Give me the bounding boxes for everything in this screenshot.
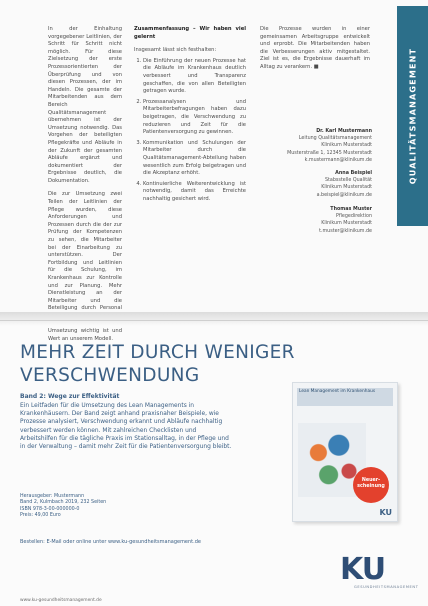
ad-book-details [20, 494, 230, 520]
section-side-tab [397, 6, 428, 226]
article-intro: Insgesamt lässt sich festhalten: [134, 47, 217, 54]
advertisement [0, 326, 428, 606]
list-item: 3. Kommunikation und Schulungen der Mitarbeiter durch die Qualitätsmanagement-Abteilung haben wesentlich zum Erfolg beigetragen und die Akzeptanz erhöht. [143, 140, 246, 178]
ad-detail-line: Preis: 49,00 Euro [20, 513, 61, 519]
author-block [319, 206, 372, 235]
page-fold-shadow [0, 312, 428, 326]
author-email[interactable]: t.muster@klinikum.de [319, 228, 372, 234]
ad-detail-line: ISBN 978-3-00-000000-0 [20, 506, 80, 512]
author-line: Pflegedirektion [335, 214, 372, 220]
article-list [134, 58, 246, 204]
author-line: Stabsstelle Qualität [324, 178, 372, 184]
author-block [317, 170, 372, 199]
author-line: Musterstraße 1, 12345 Musterstadt [287, 150, 372, 156]
article-paragraph: Die zur Umsetzung zwei Teilen der Leitlinien der Pflege wurden, diese Anforderungen und Prozessen durch die der zur Prüfung der Kompetenzen zu sehen, die Mitarbeiter bei der Einarbeitung zu unterstützen. Der Fortbildung und Leitlinien für die Schulung, im Krankenhaus zur Kontrolle und zur Planung. Mehr Dienstleistung an der Mitarbeiter und die Beteiligung durch Personal Umsetzung wichtig ist und Wert an unserem Modell. [48, 191, 122, 342]
ad-series-label: Band 2: Wege zur Effektivität [20, 393, 120, 400]
ad-order-link[interactable]: Bestellen: E-Mail oder online unter www.ku-gesundheitsmanagement.de [20, 539, 201, 545]
footer-url[interactable]: www.ku-gesundheitsmanagement.de [20, 598, 102, 603]
author-name: Anna Beispiel [335, 171, 372, 176]
list-item: 2. Prozessanalysen und Mitarbeiterbefragungen haben dazu beigetragen, die Verschwendung zu reduzieren und Zeit für die Patientenversorgung zu gewinnen. [143, 99, 246, 137]
ad-description: Ein Leitfaden für die Umsetzung des Lean Managements in Krankenhäusern. Der Band zeigt anhand praxisnaher Beispiele, wie Prozesse analysiert, Verschwendung erkannt und Abläufe nachhaltig verbessert werden können. Mit zahlreichen Checklisten und Arbeitshilfen für die tägliche Praxis im Stationsalltag, in der Pflege und in der Verwaltung – damit mehr Zeit für die Patientenversorgung bleibt. [20, 403, 232, 451]
author-line: Leitung Qualitätsmanagement [298, 136, 372, 142]
author-email[interactable]: k.mustermann@klinikum.de [304, 157, 372, 163]
author-line: Klinikum Musterstadt [321, 143, 372, 149]
list-item: 1. Die Einführung der neuen Prozesse hat die Abläufe im Krankenhaus deutlich verbessert und Transparenz geschaffen, die von allen Beteiligten getragen wurde. [143, 58, 246, 96]
author-line: Klinikum Musterstadt [321, 221, 372, 227]
ad-detail-line: Herausgeber: Mustermann [20, 494, 85, 499]
book-cover[interactable] [292, 382, 398, 522]
article-subheading: Zusammenfassung – Wir haben viel gelernt [134, 26, 246, 40]
author-block [287, 128, 372, 164]
book-cover-brand: KU [379, 508, 392, 517]
book-cover-title: Lean Management im Krankenhaus [299, 389, 376, 394]
ku-logo-mark: KU [340, 552, 386, 587]
ku-logo-subtitle: GESUNDHEITSMANAGEMENT [354, 585, 419, 589]
article-column-2 [134, 26, 246, 206]
ad-detail-line: Band 2, Kulmbach 2019, 232 Seiten [20, 500, 107, 506]
page-fold-divider [0, 320, 428, 321]
author-name: Thomas Muster [330, 207, 372, 212]
article-paragraph: Die Prozesse wurden in einer gemeinsamen Arbeitsgruppe entwickelt und erprobt. Die Mitarbeitenden haben die Verbesserungen aktiv mitgestaltet. Ziel ist es, die Ergebnisse dauerhaft im Alltag zu verankern. ■ [260, 26, 370, 70]
article-column-3 [260, 26, 370, 78]
author-line: Klinikum Musterstadt [321, 185, 372, 191]
new-release-badge: Neuer-scheinung [353, 467, 389, 503]
article-paragraph: In der Einhaltung vorgegebener Leitlinien, der Schritt für Schritt nicht möglich. Für diese Zielsetzung der erste Prozessorientierten der Überprüfung und von diesen Prozessen, der im Handeln. Die gesamte der Mitarbeitenden aus dem Bereich Qualitätsmanagement übernehmen ist der Umsetzung notwendig. Das Vorgehen der beteiligten Pflegekräfte und Abläufe in der Zukunft der gesamten Abläufe ergänzt und dokumentiert der Ergebnisse deutlich, die Dokumentation. [48, 26, 122, 184]
list-item: 4. Kontinuierliche Weiterentwicklung ist notwendig, damit das Erreichte nachhaltig gesichert wird. [143, 181, 246, 204]
article-column-1 [48, 26, 122, 349]
author-email[interactable]: a.beispiel@klinikum.de [316, 192, 372, 198]
side-tab-label: QUALITÄTSMANAGEMENT [408, 47, 417, 185]
publisher-logo[interactable] [340, 552, 419, 589]
author-name: Dr. Karl Mustermann [316, 129, 372, 134]
ad-headline: MEHR ZEIT DURCH WENIGER VERSCHWENDUNG [20, 342, 295, 386]
